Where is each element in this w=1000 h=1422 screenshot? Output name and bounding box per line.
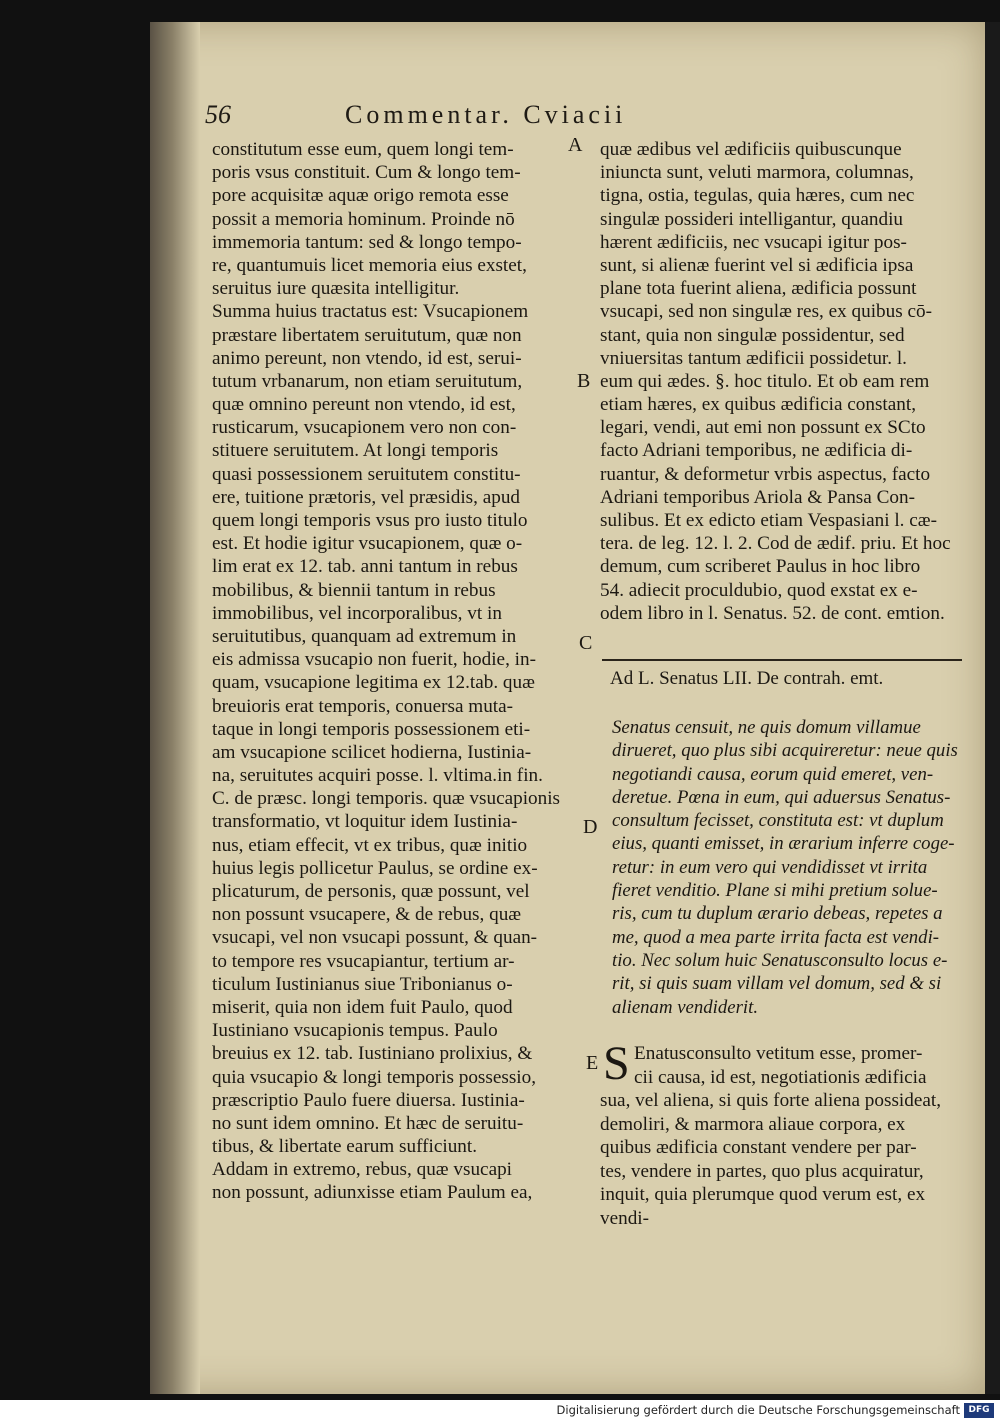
quote-line: Senatus censuit, ne quis domum villamue — [612, 717, 921, 738]
text-line: legari, vendi, aut emi non possunt ex SCto — [600, 417, 926, 439]
quote-line: fieret venditio. Plane si mihi pretium solue- — [612, 880, 938, 902]
text-line: præscriptio Paulo fuere diuersa. Iustinia- — [212, 1089, 525, 1111]
commentary-line: Enatusconsulto vetitum esse, promer- — [634, 1043, 923, 1064]
text-line: am vsucapione scilicet hodierna, Iustinia- — [212, 741, 532, 763]
text-line: breuioris erat temporis, conuersa muta- — [212, 695, 514, 717]
margin-marker-d: D — [583, 816, 598, 838]
text-line: mobilibus, & biennii tantum in rebus — [212, 579, 496, 601]
section-rule — [602, 659, 962, 661]
quote-line: tio. Nec solum huic Senatusconsulto locus e- — [612, 949, 948, 971]
right-column — [600, 138, 965, 625]
commentary-line: quibus ædificia constant vendere per par- — [600, 1137, 917, 1158]
text-line: to tempore res vsucapiantur, tertium ar- — [212, 950, 515, 972]
margin-marker-c: C — [579, 632, 593, 654]
text-line: singulæ possideri intelligantur, quandiu — [600, 208, 904, 230]
page-edge — [985, 22, 1000, 1394]
margin-marker-e: E — [586, 1052, 599, 1074]
text-line: poris vsus constituit. Cum & longo tem- — [212, 162, 521, 184]
text-line: transformatio, vt loquitur idem Iustinia- — [212, 811, 518, 833]
text-line: nus, etiam effecit, vt ex tribus, quæ initio — [212, 834, 528, 856]
text-line: ruantur, & deformetur vrbis aspectus, facto — [600, 463, 931, 485]
text-line: re, quantumuis licet memoria eius exstet, — [212, 254, 527, 276]
quote-line: deretue. Pœna in eum, qui aduersus Senatus- — [612, 786, 951, 808]
text-line: Adriani temporibus Ariola & Pansa Con- — [600, 486, 915, 508]
commentary-line: inquit, quia plerumque quod verum est, ex — [600, 1184, 926, 1205]
text-line: seruitutibus, quanquam ad extremum in — [212, 625, 517, 647]
commentary-line: sua, vel aliena, si quis forte aliena possideat, — [600, 1090, 942, 1111]
footer-bar — [0, 1400, 1000, 1422]
text-line: possit a memoria hominum. Proinde nō — [212, 208, 515, 230]
commentary-line: cii causa, id est, negotiationis ædificia — [634, 1066, 927, 1088]
text-line: pore acquisitæ aquæ origo remota esse — [212, 185, 509, 207]
text-line: vsucapi, vel non vsucapi possunt, & quan- — [212, 927, 538, 949]
text-line: tutum vrbanarum, non etiam seruitutum, — [212, 370, 523, 392]
text-line: vniuersitas tantum ædificii possidetur. l. — [600, 347, 907, 369]
text-line: tera. de leg. 12. l. 2. Cod de ædif. priu. Et hoc — [600, 533, 951, 555]
text-line: eis admissa vsucapio non fuerit, hodie, in- — [212, 649, 536, 671]
text-line: quia vsucapio & longi temporis possessio, — [212, 1066, 537, 1088]
text-line: iniuncta sunt, veluti marmora, columnas, — [600, 162, 914, 184]
text-line: odem libro in l. Senatus. 52. de cont. emtion. — [600, 602, 945, 624]
text-line: quæ ædibus vel ædificiis quibuscunque — [600, 139, 902, 160]
text-line: non possunt, adiunxisse etiam Paulum ea, — [212, 1182, 533, 1204]
margin-marker-a: A — [568, 134, 583, 156]
text-line: immemoria tantum: sed & longo tempo- — [212, 231, 522, 253]
quote-line: me, quod a mea parte irrita facta est vendi- — [612, 926, 940, 948]
text-line: est. Et hodie igitur vsucapionem, quæ o- — [212, 533, 523, 555]
quote-line: dirueret, quo plus sibi acquireretur: neue quis — [612, 740, 958, 762]
text-line: huius legis pollicetur Paulus, se ordine ex- — [212, 857, 538, 879]
text-line: rusticarum, vsucapionem vero non con- — [212, 417, 517, 439]
text-line: stituere seruitutem. At longi temporis — [212, 440, 499, 462]
text-line: plane tota fuerint aliena, ædificia possunt — [600, 278, 917, 300]
section-heading: Ad L. Senatus LII. De contrah. emt. — [610, 668, 884, 689]
text-line: vsucapi, sed non singulæ res, ex quibus cō- — [600, 301, 933, 323]
text-line: Addam in extremo, rebus, quæ vsucapi — [212, 1159, 513, 1181]
margin-marker-b: B — [577, 370, 591, 392]
text-line: tigna, ostia, tegulas, quia hæres, cum nec — [600, 185, 915, 207]
text-line: hærent ædificiis, nec vsucapi igitur pos- — [600, 231, 907, 253]
text-line: sunt, si alienæ fuerint vel si ædificia ipsa — [600, 254, 914, 276]
text-line: no sunt idem omnino. Et hæc de seruitu- — [212, 1112, 524, 1134]
text-line: 54. adiecit proculdubio, quod exstat ex e- — [600, 579, 918, 601]
page-number: 56 — [205, 100, 231, 129]
text-line: quam, vsucapione legitima ex 12.tab. quæ — [212, 672, 535, 694]
running-head: Commentar. Cviacii — [345, 100, 627, 129]
text-line: plicaturum, de personis, quæ possunt, vel — [212, 881, 530, 902]
drop-cap: S — [603, 1037, 630, 1090]
text-line: stant, quia non singulæ possidentur, sed — [600, 324, 905, 346]
commentary-line: tes, vendere in partes, quo plus acquiratur, — [600, 1160, 924, 1182]
text-line: miserit, quia non idem fuit Paulo, quod — [212, 996, 513, 1018]
page-gutter-shadow — [150, 22, 200, 1394]
text-line: immobilibus, vel incorporalibus, vt in — [212, 602, 502, 624]
page-header — [205, 100, 975, 134]
text-line: Summa huius tractatus est: Vsucapionem — [212, 301, 529, 323]
text-line: breuius ex 12. tab. Iustiniano prolixius, & — [212, 1043, 533, 1065]
text-line: animo pereunt, non vtendo, id est, serui- — [212, 347, 522, 369]
text-line: seruitus iure quæsita intelligitur. — [212, 278, 460, 300]
footer-credit: Digitalisierung gefördert durch die Deutsche Forschungsgemeinschaft — [556, 1403, 960, 1417]
quote-line: retur: in eum vero qui vendidisset vt irrita — [612, 856, 928, 878]
text-line: non possunt vsucapere, & de rebus, quæ — [212, 904, 522, 926]
quoted-law-text — [612, 716, 967, 1019]
commentary-text — [600, 1037, 965, 1230]
commentary-line: demoliri, & marmora aliaue corpora, ex — [600, 1113, 906, 1135]
text-line: etiam hæres, ex quibus ædificia constant, — [600, 394, 916, 416]
text-line: demum, cum scriberet Paulus in hoc libro — [600, 556, 921, 578]
text-line: eum qui ædes. §. hoc titulo. Et ob eam rem — [600, 370, 930, 392]
text-line: facto Adriani temporibus, ne ædificia di- — [600, 440, 913, 462]
text-line: taque in longi temporis possessionem eti- — [212, 718, 531, 740]
text-line: quasi possessionem seruitutem constitu- — [212, 463, 521, 485]
left-column — [212, 138, 572, 1205]
text-line: lim erat ex 12. tab. anni tantum in rebus — [212, 556, 518, 578]
text-line: tibus, & libertate earum sufficiunt. — [212, 1136, 478, 1158]
text-line: ere, tuitione prætoris, vel præsidis, apud — [212, 486, 521, 508]
quote-line: negotiandi causa, eorum quid emeret, ven- — [612, 763, 934, 785]
text-line: Iustiniano vsucapionis tempus. Paulo — [212, 1020, 498, 1042]
text-line: C. de præsc. longi temporis. quæ vsucapionis — [212, 788, 561, 810]
quote-line: ris, cum tu duplum ærario debeas, repetes a — [612, 903, 943, 925]
quote-line: rit, si quis suam villam vel domum, sed & si — [612, 973, 942, 995]
text-line: quem longi temporis vsus pro iusto titulo — [212, 510, 528, 531]
text-line: constitutum esse eum, quem longi tem- — [212, 139, 514, 160]
commentary-line: vendi- — [600, 1207, 650, 1229]
quote-line: eius, quanti emisset, in ærarium inferre coge- — [612, 833, 955, 855]
text-line: sulibus. Et ex edicto etiam Vespasiani l. cæ- — [600, 510, 937, 531]
quote-line: alienam vendiderit. — [612, 996, 759, 1018]
text-line: præstare libertatem seruitutum, quæ non — [212, 324, 522, 346]
text-line: na, seruitutes acquiri posse. l. vltima.in fin. — [212, 765, 543, 787]
dfg-logo: DFG — [964, 1403, 994, 1418]
quote-line: consultum fecisset, constituta est: vt duplum — [612, 810, 944, 832]
text-line: quæ omnino pereunt non vtendo, id est, — [212, 394, 516, 416]
text-line: ticulum Iustinianus siue Tribonianus o- — [212, 973, 513, 995]
